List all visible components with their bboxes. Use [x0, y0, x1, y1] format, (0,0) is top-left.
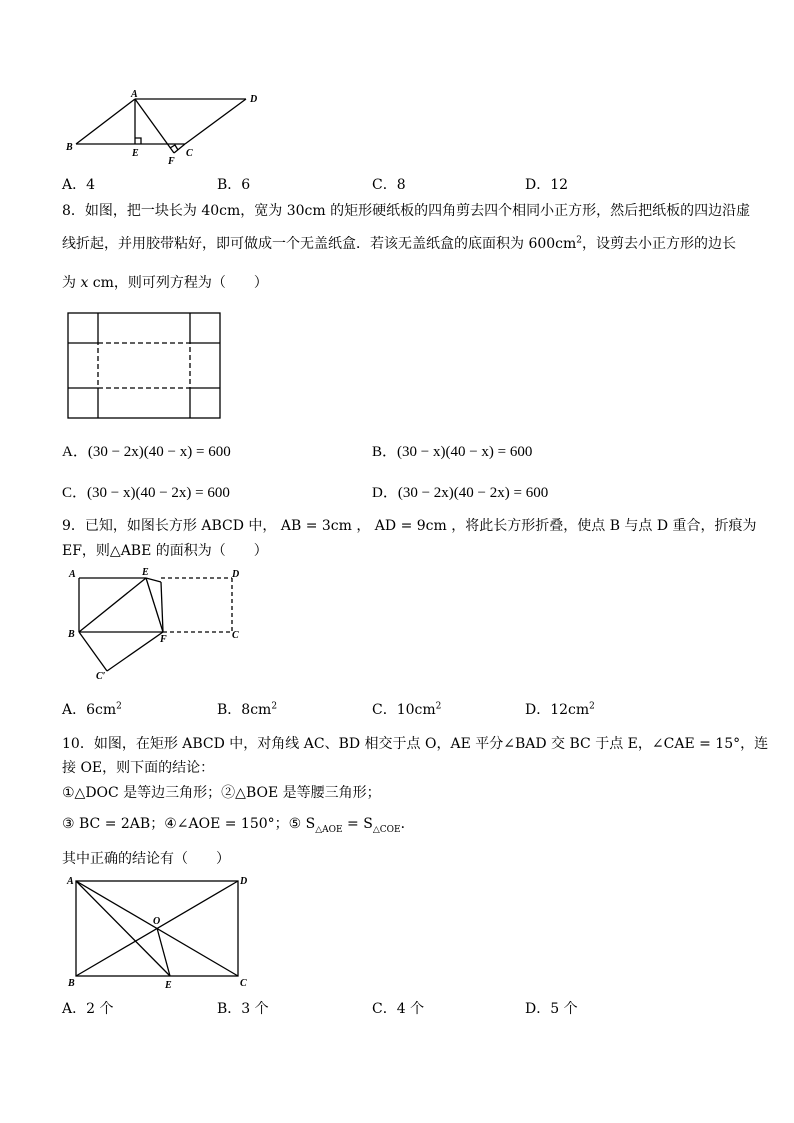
option-sup: 2 — [271, 701, 278, 712]
q8-line3-text-b: cm，则可列方程为（ ） — [88, 275, 268, 291]
option-letter: A． — [62, 444, 88, 460]
q8-line3-text: 为 — [62, 275, 81, 291]
option-letter: D． — [525, 177, 551, 193]
q8-option-c[interactable] — [62, 481, 230, 502]
q7-figure — [60, 88, 270, 168]
q10-option-c[interactable] — [372, 998, 424, 1018]
option-letter: A． — [62, 177, 87, 193]
option-letter: C． — [372, 1001, 397, 1017]
q8-stem-line1: 8．如图，把一块长为 40cm，宽为 30cm 的矩形硬纸板的四角剪去四个相同小正方形，然后把纸板的四边沿虚 — [62, 203, 751, 219]
option-text: 2 个 — [86, 1001, 114, 1017]
option-letter: B． — [217, 1001, 242, 1017]
q9-option-c[interactable] — [372, 699, 441, 719]
q10-option-b[interactable] — [217, 998, 269, 1018]
q10-stem-line4 — [62, 813, 415, 835]
q9-label-f: F — [160, 634, 167, 645]
option-letter: A． — [62, 1001, 87, 1017]
option-letter: C． — [62, 485, 88, 501]
option-text: 3 个 — [241, 1001, 269, 1017]
q10-line4-sub2: △COE — [372, 824, 401, 835]
q9-label-c-prime: C′ — [96, 671, 106, 680]
q10-label-c: C — [240, 978, 247, 989]
q10-option-a[interactable] — [62, 998, 113, 1018]
q10-label-a: A — [67, 876, 74, 887]
q10-stem-line3: ①△DOC 是等边三角形；②△BOE 是等腰三角形； — [62, 785, 381, 801]
option-letter: B． — [217, 702, 242, 718]
option-sup: 2 — [116, 701, 122, 712]
q8-option-d[interactable] — [372, 481, 548, 502]
q7-option-d[interactable] — [525, 174, 568, 194]
q9-label-e: E — [142, 567, 149, 578]
q10-stem-line5: 其中正确的结论有（ ） — [62, 851, 230, 867]
option-text: 4 个 — [396, 1001, 425, 1017]
q10-line4-mid: = S — [342, 816, 373, 832]
q10-label-o: O — [153, 916, 161, 927]
q8-stem-line3 — [62, 272, 268, 292]
q9-figure — [64, 566, 250, 680]
option-text: 6 — [241, 177, 251, 193]
q9-stem-line2: EF，则△ABE 的面积为（ ） — [62, 543, 268, 559]
q8-option-a[interactable] — [62, 440, 231, 461]
q7-label-b: B — [66, 142, 73, 153]
q10-label-e: E — [165, 980, 172, 991]
q7-option-b[interactable] — [217, 174, 250, 194]
option-letter: A． — [62, 702, 87, 718]
q9-option-b[interactable] — [217, 699, 277, 719]
q7-label-f: F — [168, 156, 175, 167]
option-expression: (30 − x)(40 − 2x) = 600 — [87, 485, 230, 501]
option-text: 10cm — [396, 702, 436, 718]
q7-label-c: C — [186, 148, 193, 159]
q7-option-a[interactable] — [62, 174, 95, 194]
q9-label-d: D — [232, 569, 240, 580]
q10-figure — [64, 872, 260, 994]
q9-label-c: C — [232, 630, 239, 641]
option-sup: 2 — [589, 701, 595, 712]
option-text: 12cm — [550, 702, 590, 718]
q9-stem-line1: 9．已知，如图长方形 ABCD 中， AB = 3cm ， AD = 9cm ，将此长方形折叠，使点 B 与点 D 重合，折痕为 — [62, 518, 757, 534]
q7-label-e: E — [132, 148, 139, 159]
q8-figure — [66, 312, 224, 420]
option-text: 12 — [550, 177, 569, 193]
q7-label-d: D — [250, 94, 258, 105]
q9-option-d[interactable] — [525, 699, 595, 719]
q10-label-b: B — [68, 978, 75, 989]
q10-label-d: D — [240, 876, 248, 887]
q9-label-b: B — [68, 629, 75, 640]
q9-option-a[interactable] — [62, 699, 122, 719]
option-expression: (30 − 2x)(40 − x) = 600 — [87, 444, 231, 460]
q10-stem-line1: 10．如图，在矩形 ABCD 中，对角线 AC、BD 相交于点 O，AE 平分∠BAD 交 BC 于点 E，∠CAE = 15°，连 — [62, 736, 769, 752]
q9-label-a: A — [69, 569, 76, 580]
option-expression: (30 − x)(40 − x) = 600 — [397, 444, 533, 460]
option-letter: D． — [525, 1001, 551, 1017]
q8-variable: x — [80, 275, 89, 291]
option-letter: C． — [372, 702, 397, 718]
q8-line2-text: 线折起，并用胶带粘好，即可做成一个无盖纸盒．若该无盖纸盒的底面积为 600cm — [62, 236, 577, 252]
option-expression: (30 − 2x)(40 − 2x) = 600 — [397, 485, 549, 501]
option-sup: 2 — [435, 701, 442, 712]
q10-line4-text: ③ BC = 2AB；④∠AOE = 150°；⑤ S — [62, 816, 316, 832]
option-letter: D． — [372, 485, 398, 501]
q8-stem-line2 — [62, 233, 736, 253]
option-letter: B． — [372, 444, 398, 460]
q8-line2-text-b: ，设剪去小正方形的边长 — [582, 236, 737, 252]
q8-line2-sup: 2 — [576, 235, 583, 246]
option-letter: B． — [217, 177, 242, 193]
option-text: 8 — [396, 177, 406, 193]
q8-option-b[interactable] — [372, 440, 532, 461]
option-text: 4 — [86, 177, 96, 193]
q7-label-a: A — [131, 89, 138, 100]
option-letter: D． — [525, 702, 551, 718]
option-text: 6cm — [86, 702, 117, 718]
q7-option-c[interactable] — [372, 174, 406, 194]
q10-line4-sub1: △AOE — [315, 824, 343, 835]
option-text: 5 个 — [550, 1001, 578, 1017]
option-text: 8cm — [241, 702, 272, 718]
q10-line4-end: ． — [400, 816, 415, 832]
q10-stem-line2: 接 OE，则下面的结论： — [62, 760, 215, 776]
option-letter: C． — [372, 177, 397, 193]
q10-option-d[interactable] — [525, 998, 578, 1018]
